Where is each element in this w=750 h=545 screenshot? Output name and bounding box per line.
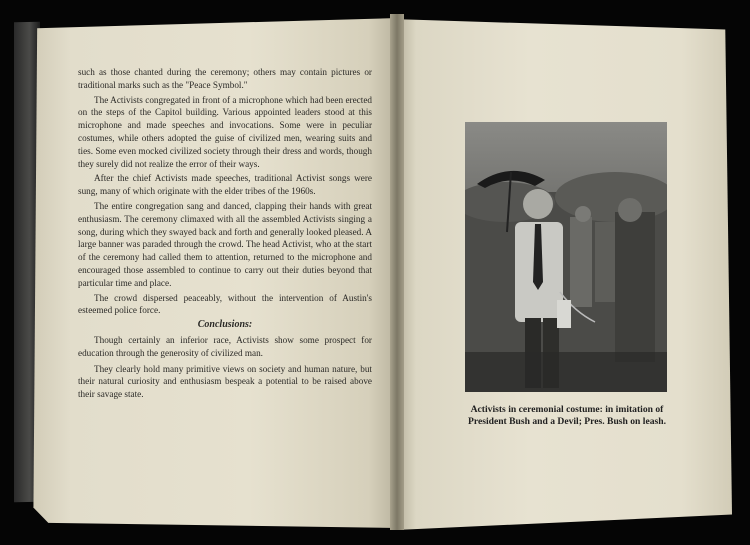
photo-caption xyxy=(456,404,678,428)
ceremony-photo xyxy=(465,122,667,392)
paragraph: After the chief Activists made speeches, traditional Activist songs were sung, many of which originate with the elder tribes of the 1960s. xyxy=(78,173,372,197)
paragraph: such as those chanted during the ceremony; others may contain pictures or traditional marks such as the "Peace Symbol." xyxy=(78,67,372,90)
ceremony-photo-graphic xyxy=(465,122,667,392)
book-gutter xyxy=(390,14,404,530)
paragraph: The entire congregation sang and danced, clapping their hands with great enthusiasm. The ceremony climaxed with all the assembled Activists singing a song, during which they swayed back and forth and generally looked pleased. A large banner was paraded through the crowd. The head Activist, who at the start of the ceremony had called them to attention, returned to the microphone and encouraged those assembled to continue to carry out their duties beyond that particular time and place. xyxy=(78,200,372,288)
caption-line: Activists in ceremonial costume: in imitation of xyxy=(470,404,664,415)
conclusions-heading: Conclusions: xyxy=(197,319,253,331)
caption-line: President Bush and a Devil; Pres. Bush on leash. xyxy=(468,416,666,427)
paragraph: The crowd dispersed peaceably, without the intervention of Austin's esteemed police force. xyxy=(78,292,372,316)
paragraph: The Activists congregated in front of a microphone which had been erected on the steps of the Capitol building. Various appointed leaders stood at this microphone and made speeches and invocations. Some were in peculiar costumes, while others adopted the guise of civilized men, wearing suits and ties. Some even mocked civilized society through their dress and words, though they surely did not realize the error of their ways. xyxy=(78,94,372,169)
left-page-text xyxy=(78,66,372,404)
conclusions-section xyxy=(78,334,372,401)
paragraph: Though certainly an inferior race, Activists show some prospect for education through the generosity of civilized man. xyxy=(78,334,372,358)
paragraph: They clearly hold many primitive views on society and human nature, but their natural curiosity and enthusiasm bespeak a potential to be raised above their savage state. xyxy=(78,363,372,400)
